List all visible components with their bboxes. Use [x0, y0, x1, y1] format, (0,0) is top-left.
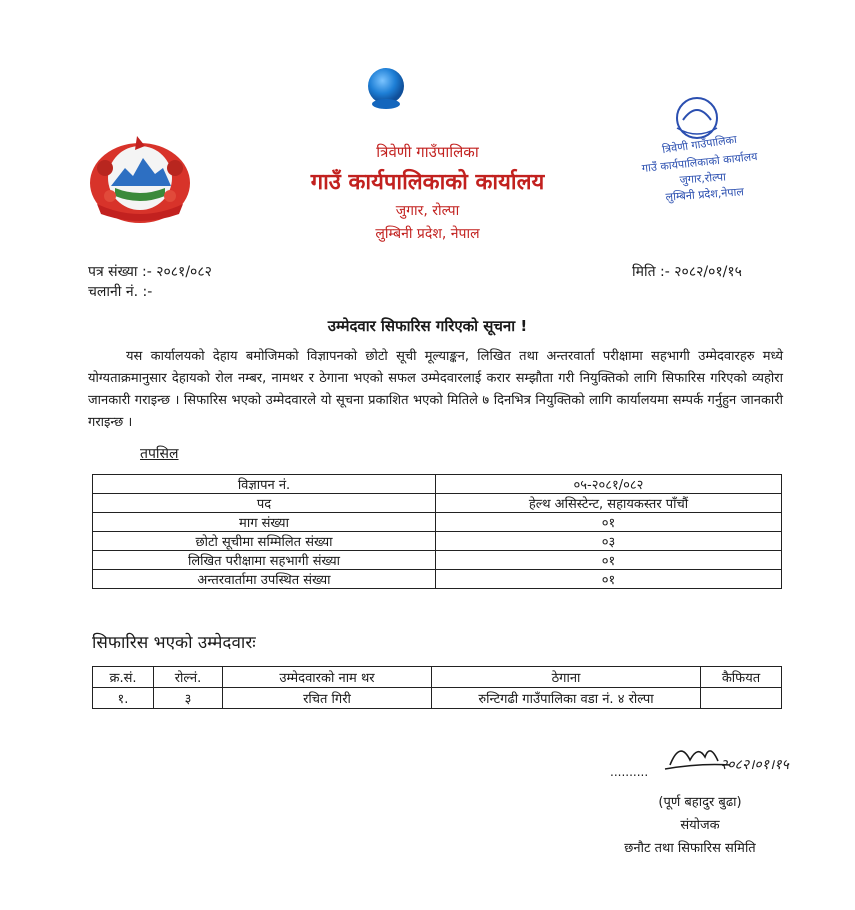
letter-date: मिति :- २०८२/०१/१५ [632, 264, 742, 280]
table-header-row [93, 667, 782, 688]
table-row [93, 532, 782, 551]
recommended-candidates-table [92, 666, 782, 709]
signature-block [610, 735, 810, 785]
detail-label: पद [93, 494, 436, 513]
detail-value: ०१ [436, 570, 782, 589]
column-header: कैफियत [701, 667, 782, 688]
detail-label: माग संख्या [93, 513, 436, 532]
remarks-cell [701, 688, 782, 709]
column-header: क्र.सं. [93, 667, 154, 688]
table-row [93, 513, 782, 532]
svg-text:त्रिवेणी गाउँपालिका: त्रिवेणी गाउँपालिका [661, 132, 738, 157]
signature-dotted-line: .......... [610, 765, 649, 779]
detail-label: लिखित परीक्षामा सहभागी संख्या [93, 551, 436, 570]
committee-name: छनौट तथा सिफारिस समिति [624, 841, 756, 856]
table-row [93, 688, 782, 709]
table-row [93, 475, 782, 494]
notice-body [88, 346, 783, 434]
svg-text:जुगार,रोल्पा: जुगार,रोल्पा [679, 170, 727, 187]
table-row [93, 494, 782, 513]
detail-value: ०५-२०८१/०८२ [436, 475, 782, 494]
detail-value: ०३ [436, 532, 782, 551]
notice-paragraph: यस कार्यालयको देहाय बमोजिमको विज्ञापनको छोटो सूची मूल्याङ्कन, लिखित तथा अन्तरवार्ता परीक्षामा सहभागी उम्मेदवारहरु मध्ये योग्यताक्रमानुसार देहायको रोल नम्बर, नामथर र ठेगाना भएको सफल उम्मेदवारलाई करार सम्झौता गरी नियुक्तिको लागि सिफारिस गरिएको व्यहोरा जानकारी गराइन्छ । सिफारिस भएको उम्मेदवारले यो सूचना प्रकाशित भएको मितिले ७ दिनभित्र नियुक्तिको लागि कार्यालयमा सम्पर्क गर्नुहुन जानकारी गराइन्छ । [88, 349, 783, 430]
detail-value: हेल्थ असिस्टेन्ट, सहायकस्तर पाँचौं [436, 494, 782, 513]
letter-number: पत्र संख्या :- २०८१/०८२ [88, 264, 212, 280]
pin-icon [362, 64, 410, 112]
detail-label: विज्ञापन नं. [93, 475, 436, 494]
detail-label: छोटो सूचीमा सम्मिलित संख्या [93, 532, 436, 551]
signatory-role: संयोजक [680, 818, 720, 833]
signature-date: २०८२।०१।१५ [720, 757, 789, 773]
vacancy-details-table [92, 474, 782, 589]
column-header: उम्मेदवारको नाम थर [223, 667, 432, 688]
municipality-name: त्रिवेणी गाउँपालिका [376, 143, 479, 161]
svg-text:गाउँ कार्यपालिकाको कार्यालय: गाउँ कार्यपालिकाको कार्यालय [641, 149, 759, 176]
roll-cell: ३ [154, 688, 223, 709]
detail-value: ०१ [436, 513, 782, 532]
notice-title: उम्मेदवार सिफारिस गरिएको सूचना ! [327, 317, 528, 335]
serial-cell: १. [93, 688, 154, 709]
detail-label: अन्तरवार्तामा उपस्थित संख्या [93, 570, 436, 589]
recommended-heading: सिफारिस भएको उम्मेदवारः [92, 633, 256, 653]
detail-value: ०१ [436, 551, 782, 570]
office-name: गाउँ कार्यपालिकाको कार्यालय [310, 170, 545, 195]
address-line-1: जुगार, रोल्पा [395, 203, 460, 219]
address-cell: रुन्टिगढी गाउँपालिका वडा नं. ४ रोल्पा [432, 688, 701, 709]
details-heading: तपसिल [140, 446, 179, 462]
signatory-name: (पूर्ण बहादुर बुढा) [658, 795, 742, 810]
svg-text:लुम्बिनी प्रदेश,नेपाल: लुम्बिनी प्रदेश,नेपाल [665, 185, 745, 204]
name-cell: रचित गिरी [223, 688, 432, 709]
dispatch-number: चलानी नं. :- [88, 284, 153, 300]
table-row [93, 551, 782, 570]
column-header: ठेगाना [432, 667, 701, 688]
column-header: रोल्नं. [154, 667, 223, 688]
table-row [93, 570, 782, 589]
address-line-2: लुम्बिनी प्रदेश, नेपाल [375, 226, 480, 242]
